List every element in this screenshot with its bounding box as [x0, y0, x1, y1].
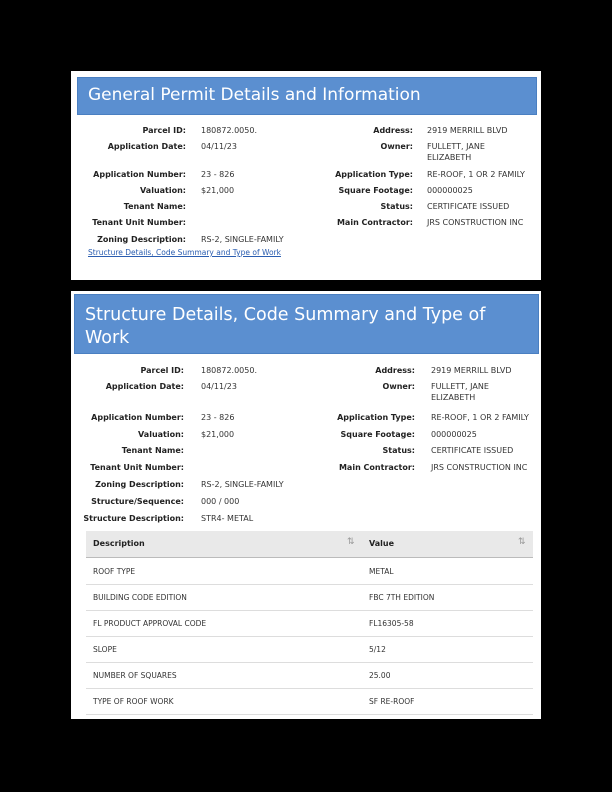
- application-number-label: Application Number:: [93, 170, 186, 179]
- valuation-label: Valuation:: [140, 186, 186, 195]
- structure-details-header: [74, 294, 539, 354]
- application-date-label: Application Date:: [105, 382, 184, 391]
- square-footage-label: Square Footage:: [338, 186, 413, 195]
- owner-value: FULLETT, JANE: [427, 142, 485, 151]
- row-value: FL16305-58: [369, 619, 414, 628]
- owner-label: Owner:: [382, 382, 415, 391]
- row-description: TYPE OF ROOF WORK: [93, 697, 174, 706]
- zoning-label: Zoning Description:: [95, 480, 184, 489]
- address-label: Address:: [375, 366, 415, 375]
- status-label: Status:: [380, 202, 413, 211]
- table-row: [86, 558, 533, 585]
- zoning-label: Zoning Description:: [97, 235, 186, 244]
- row-value: FBC 7TH EDITION: [369, 593, 435, 602]
- owner-value: FULLETT, JANE: [431, 382, 489, 391]
- general-permit-header: [77, 77, 537, 115]
- address-label: Address:: [373, 126, 413, 135]
- structure-description-label: Structure Description:: [83, 514, 184, 523]
- tenant-name-label: Tenant Name:: [123, 202, 186, 211]
- structure-details-card: [71, 291, 541, 719]
- structure-sequence-value: 000 / 000: [201, 497, 240, 506]
- application-type-label: Application Type:: [335, 170, 413, 179]
- square-footage-value: 000000025: [431, 430, 477, 439]
- zoning-value: RS-2, SINGLE-FAMILY: [201, 480, 284, 489]
- table-header: [86, 531, 533, 558]
- table-row: [86, 688, 533, 715]
- structure-details-title: Structure Details, Code Summary and Type of Work: [85, 305, 486, 348]
- status-label: Status:: [382, 446, 415, 455]
- application-number-value: 23 - 826: [201, 413, 235, 422]
- row-value: METAL: [369, 567, 394, 576]
- owner-value-line2: ELIZABETH: [427, 153, 472, 162]
- application-date-label: Application Date:: [107, 142, 186, 151]
- square-footage-value: 000000025: [427, 186, 473, 195]
- valuation-value: $21,000: [201, 430, 235, 439]
- row-description: FL PRODUCT APPROVAL CODE: [93, 619, 207, 628]
- sort-icon[interactable]: ⇅: [347, 537, 355, 547]
- structure-sequence-label: Structure/Sequence:: [91, 497, 184, 506]
- table-row: [86, 636, 533, 663]
- table-row: [86, 584, 533, 611]
- value-column-header[interactable]: Value: [369, 539, 395, 548]
- address-value: 2919 MERRILL BLVD: [427, 126, 508, 135]
- parcel-id-value: 180872.0050.: [201, 126, 257, 135]
- application-date-value: 04/11/23: [201, 382, 237, 391]
- application-date-value: 04/11/23: [201, 142, 237, 151]
- parcel-id-value: 180872.0050.: [201, 366, 257, 375]
- general-permit-card: [71, 71, 541, 280]
- main-contractor-value: JRS CONSTRUCTION INC: [431, 463, 528, 472]
- main-contractor-value: JRS CONSTRUCTION INC: [427, 218, 524, 227]
- tenant-unit-label: Tenant Unit Number:: [92, 218, 186, 227]
- application-type-value: RE-ROOF, 1 OR 2 FAMILY: [427, 170, 525, 179]
- status-value: CERTIFICATE ISSUED: [431, 446, 514, 455]
- row-description: ROOF TYPE: [93, 567, 136, 576]
- application-number-label: Application Number:: [91, 413, 184, 422]
- owner-value-line2: ELIZABETH: [431, 393, 476, 402]
- row-value: 25.00: [369, 671, 391, 680]
- row-value: 5/12: [369, 645, 386, 654]
- table-row: [86, 610, 533, 637]
- application-type-value: RE-ROOF, 1 OR 2 FAMILY: [431, 413, 529, 422]
- valuation-value: $21,000: [201, 186, 235, 195]
- structure-description-value: STR4- METAL: [201, 514, 254, 523]
- table-row: [86, 662, 533, 689]
- valuation-label: Valuation:: [138, 430, 184, 439]
- application-type-label: Application Type:: [337, 413, 415, 422]
- square-footage-label: Square Footage:: [340, 430, 415, 439]
- zoning-value: RS-2, SINGLE-FAMILY: [201, 235, 284, 244]
- tenant-name-label: Tenant Name:: [121, 446, 184, 455]
- row-description: NUMBER OF SQUARES: [93, 671, 177, 680]
- owner-label: Owner:: [380, 142, 413, 151]
- parcel-id-label: Parcel ID:: [142, 126, 186, 135]
- sort-icon[interactable]: ⇅: [518, 537, 526, 547]
- application-number-value: 23 - 826: [201, 170, 235, 179]
- address-value: 2919 MERRILL BLVD: [431, 366, 512, 375]
- main-contractor-label: Main Contractor:: [336, 218, 413, 227]
- status-value: CERTIFICATE ISSUED: [427, 202, 510, 211]
- tenant-unit-label: Tenant Unit Number:: [90, 463, 184, 472]
- main-contractor-label: Main Contractor:: [338, 463, 415, 472]
- row-description: BUILDING CODE EDITION: [93, 593, 187, 602]
- row-description: SLOPE: [93, 645, 117, 654]
- parcel-id-label: Parcel ID:: [140, 366, 184, 375]
- description-column-header[interactable]: Description: [93, 539, 145, 548]
- general-permit-title: General Permit Details and Information: [88, 85, 421, 105]
- row-value: SF RE-ROOF: [369, 697, 415, 706]
- structure-details-link[interactable]: Structure Details, Code Summary and Type of Work: [88, 248, 281, 257]
